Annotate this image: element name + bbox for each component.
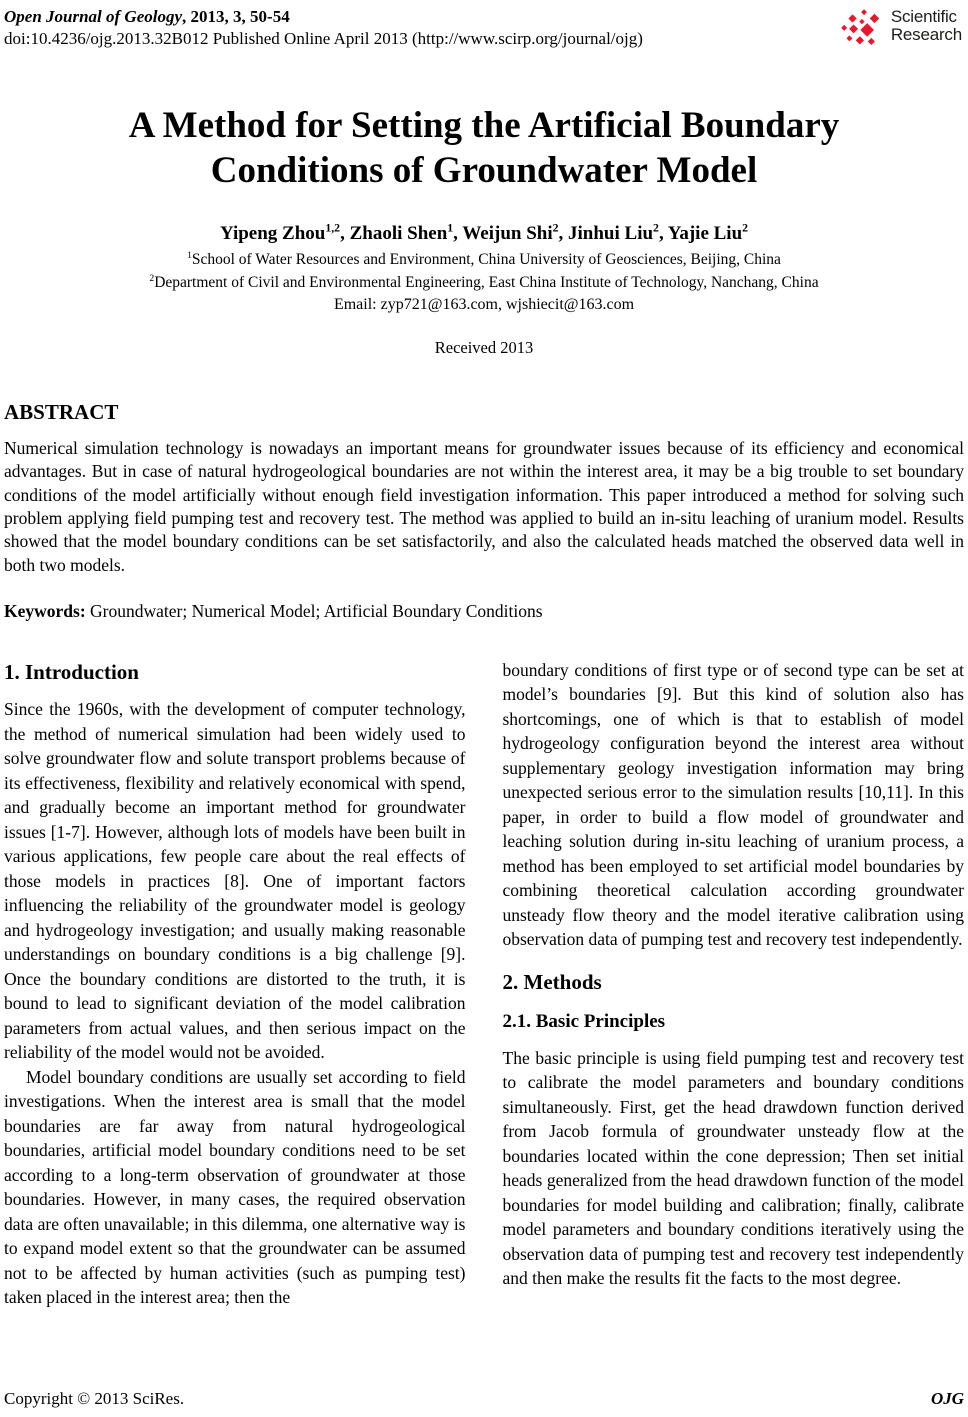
affiliation-sup: 1 [187,250,192,262]
subsection-heading-basic-principles: 2.1. Basic Principles [502,1011,666,1033]
author-affil-sup: 2 [742,221,749,235]
abstract-heading: ABSTRACT [4,400,119,425]
methods-paragraph: The basic principle is using field pumping test and recovery test to calibrate the model parameters and boundary conditions simultaneously. First, get the head drawdown function derived from Jacob formula of groundwater unsteady flow at the boundaries located within the cone depression; Then set initial heads generalized from the head drawdown function of the model boundaries for model building and calibration; finally, calibrate model parameters and boundary conditions iteratively using the observation data of pumping test and recovery test independently and then make the results fit the facts to the most degree. [502,1047,964,1289]
scirp-diamonds-icon [840,8,886,59]
author-affil-sup: 2 [552,221,559,235]
journal-name: Open Journal of Geology [4,7,183,26]
body-columns [4,658,964,1310]
author: Weijun Shi$^2$, [462,221,569,245]
intro-paragraph-continuation: boundary conditions of first type or of second type can be set at model’s boundaries [9]. But this kind of solution also has shortcomings, one of which is that to establish of model hydrogeology configuration beyond the interest area without supplementary geology investigation information may bring unexpected serious error to the simulation results [10,11]. In this paper, in order to build a flow model of groundwater and leaching solution during in-situ leaching of uranium process, a method has been employed to set artificial model boundaries by combining theoretical calculation according groundwater unsteady flow theory and the model iterative calibration using observation data of pumping test and recovery test independently. [502,659,964,950]
keywords-text: Groundwater; Numerical Model; Artificial Boundary Conditions [85,600,543,621]
paper-title-line1: A Method for Setting the Artificial Boundary [128,105,840,146]
journal-issue-info: , 2013, 3, 50-54 [182,7,290,26]
author-affil-sup: 1,2 [325,221,341,235]
paper-title [4,103,964,193]
paper-title-line2: Conditions of Groundwater Model [210,150,758,192]
author-affil-sup: 1 [447,221,454,235]
left-column [4,658,466,1310]
author: Yajie Liu$^2$ [667,221,749,245]
publisher-name-line2: Research [890,25,962,45]
page-footer [4,1389,964,1409]
authors-line [4,223,964,245]
author: Jinhui Liu$^2$, [568,221,668,245]
journal-citation [4,6,643,27]
abstract-text: Numerical simulation technology is nowadays an important means for groundwater issues because of its efficiency and economical advantages. But in case of natural hydrogeological boundaries are not within the interest area, it may be a big trouble to set boundary conditions of the model artificially without enough field investigation information. This paper introduced a method for solving such problem applying field pumping test and recovery test. The method was applied to build an in-situ leaching of uranium model. Results showed that the model boundary conditions can be set satisfactorily, and also the calculated heads matched the observed data well in both two models. [4,438,964,575]
received-date: Received 2013 [434,338,534,358]
author: Zhaoli Shen$^1$, [349,221,463,245]
page-header [4,6,964,59]
publisher-name [891,8,962,44]
intro-paragraph-2: Model boundary conditions are usually set according to field investigations. When the interest area is small that the model boundaries are far away from natural hydrogeological boundaries, artificial model boundary conditions need to be set according to a long-term observation of groundwater at those boundaries. However, in many cases, the required observation data are often unavailable; in this dilemma, one alternative way is to expand model extent so that the groundwater can be assumed not to be affected by human activities (such as pumping test) taken placed in the interest area; then the [4,1066,466,1308]
keywords-label: Keywords: [4,600,86,621]
doi-line: doi:10.4236/ojg.2013.32B012 Published Online April 2013 (http://www.scirp.org/journal/ojg) [4,29,643,49]
affiliation-sup: 2 [149,272,155,284]
affiliation-1: $^1$School of Water Resources and Environment, China University of Geosciences, Beijing, China [187,250,781,269]
affiliation-2: $^2$Department of Civil and Environmental Engineering, East China Institute of Technology, Nanchang, China [149,272,819,291]
author-affil-sup: 2 [653,221,659,235]
publisher-logo [840,8,962,59]
intro-paragraph-1: Since the 1960s, with the development of computer technology, the method of numerical simulation had been widely used to solve groundwater flow and solute transport problems because of its effectiveness, flexibility and relatively economical with spend, and gradually become an important method for groundwater issues [1-7]. However, although lots of models have been built in various applications, few people care about the real effects of those models in practices [8]. One of important factors influencing the reliability of the groundwater model is geology and hydrogeology investigation; and usually making reasonable understandings on boundary conditions is a big challenge [9]. Once the boundary conditions are distorted to the truth, it is bound to lead to significant deviation of the model calibration parameters from actual values, and then serious impact on the reliability of the model would not be avoided. [4,699,466,1063]
keywords-line [4,601,964,622]
author: Yipeng Zhou$^{1,2}$, [219,221,350,245]
affiliations [4,249,964,294]
email-line: Email: zyp721@163.com, wjshiecit@163.com [333,296,635,314]
publisher-name-line1: Scientific [890,7,957,26]
copyright-notice: Copyright © 2013 SciRes. [4,1389,185,1408]
section-heading-methods: 2. Methods [502,969,602,994]
section-heading-introduction: 1. Introduction [4,659,139,684]
journal-info [4,6,643,50]
journal-abbreviation: OJG [930,1389,964,1408]
right-column [503,658,965,1310]
